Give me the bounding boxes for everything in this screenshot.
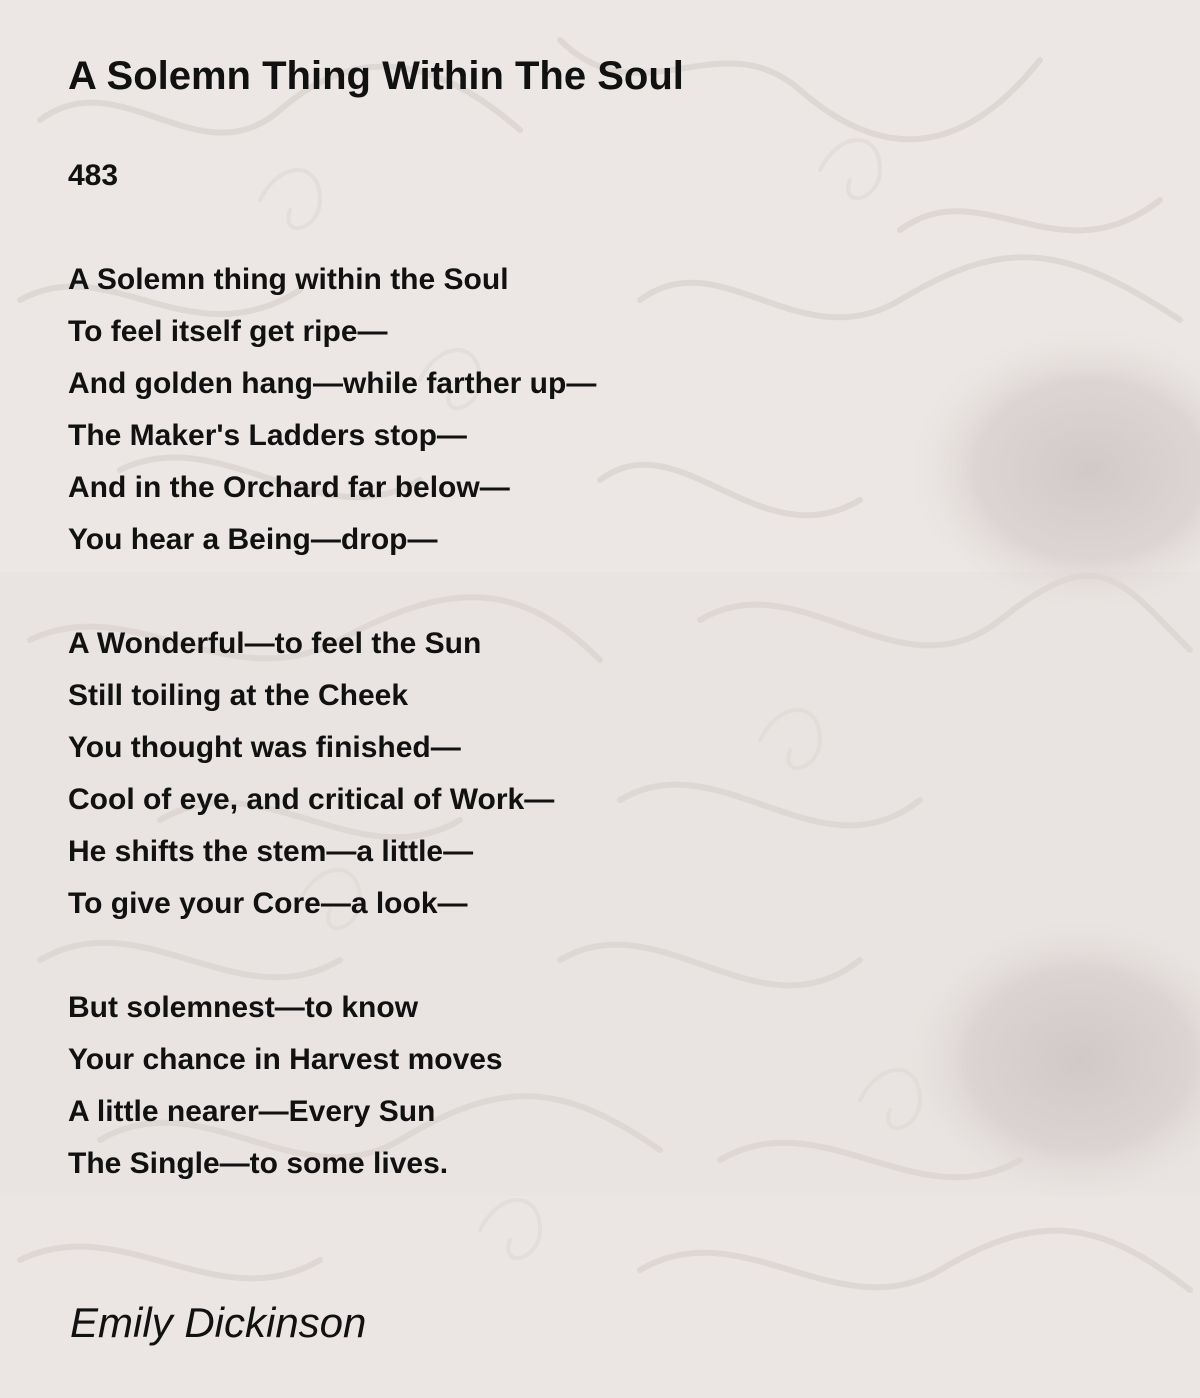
poem-number: 483 xyxy=(68,159,119,192)
poem-line: A Solemn thing within the Soul xyxy=(68,263,509,296)
poem-line: The Single—to some lives. xyxy=(68,1147,449,1180)
stanza-3 xyxy=(68,982,596,1190)
poem-line: The Maker's Ladders stop— xyxy=(68,419,467,452)
poem-line: You hear a Being—drop— xyxy=(68,523,438,556)
poem-author: Emily Dickinson xyxy=(70,1299,367,1346)
poem-line: A little nearer—Every Sun xyxy=(68,1095,436,1128)
poem-line: Still toiling at the Cheek xyxy=(68,679,409,712)
poem-line: A Wonderful—to feel the Sun xyxy=(68,627,482,660)
poem-line: Your chance in Harvest moves xyxy=(68,1043,503,1076)
poem-body xyxy=(68,150,596,1190)
poem-line: You thought was finished— xyxy=(68,731,461,764)
poem-title: A Solemn Thing Within The Soul xyxy=(68,54,684,98)
poem-line: He shifts the stem—a little— xyxy=(68,835,474,868)
stanza-1 xyxy=(68,254,596,566)
poem-line: To give your Core—a look— xyxy=(68,887,468,920)
stanza-2 xyxy=(68,618,596,930)
poem-line: Cool of eye, and critical of Work— xyxy=(68,783,555,816)
poem-line: And in the Orchard far below— xyxy=(68,471,510,504)
poem-line: To feel itself get ripe— xyxy=(68,315,388,348)
poem-line: And golden hang—while farther up— xyxy=(68,367,597,400)
poem-line: But solemnest—to know xyxy=(68,991,419,1024)
